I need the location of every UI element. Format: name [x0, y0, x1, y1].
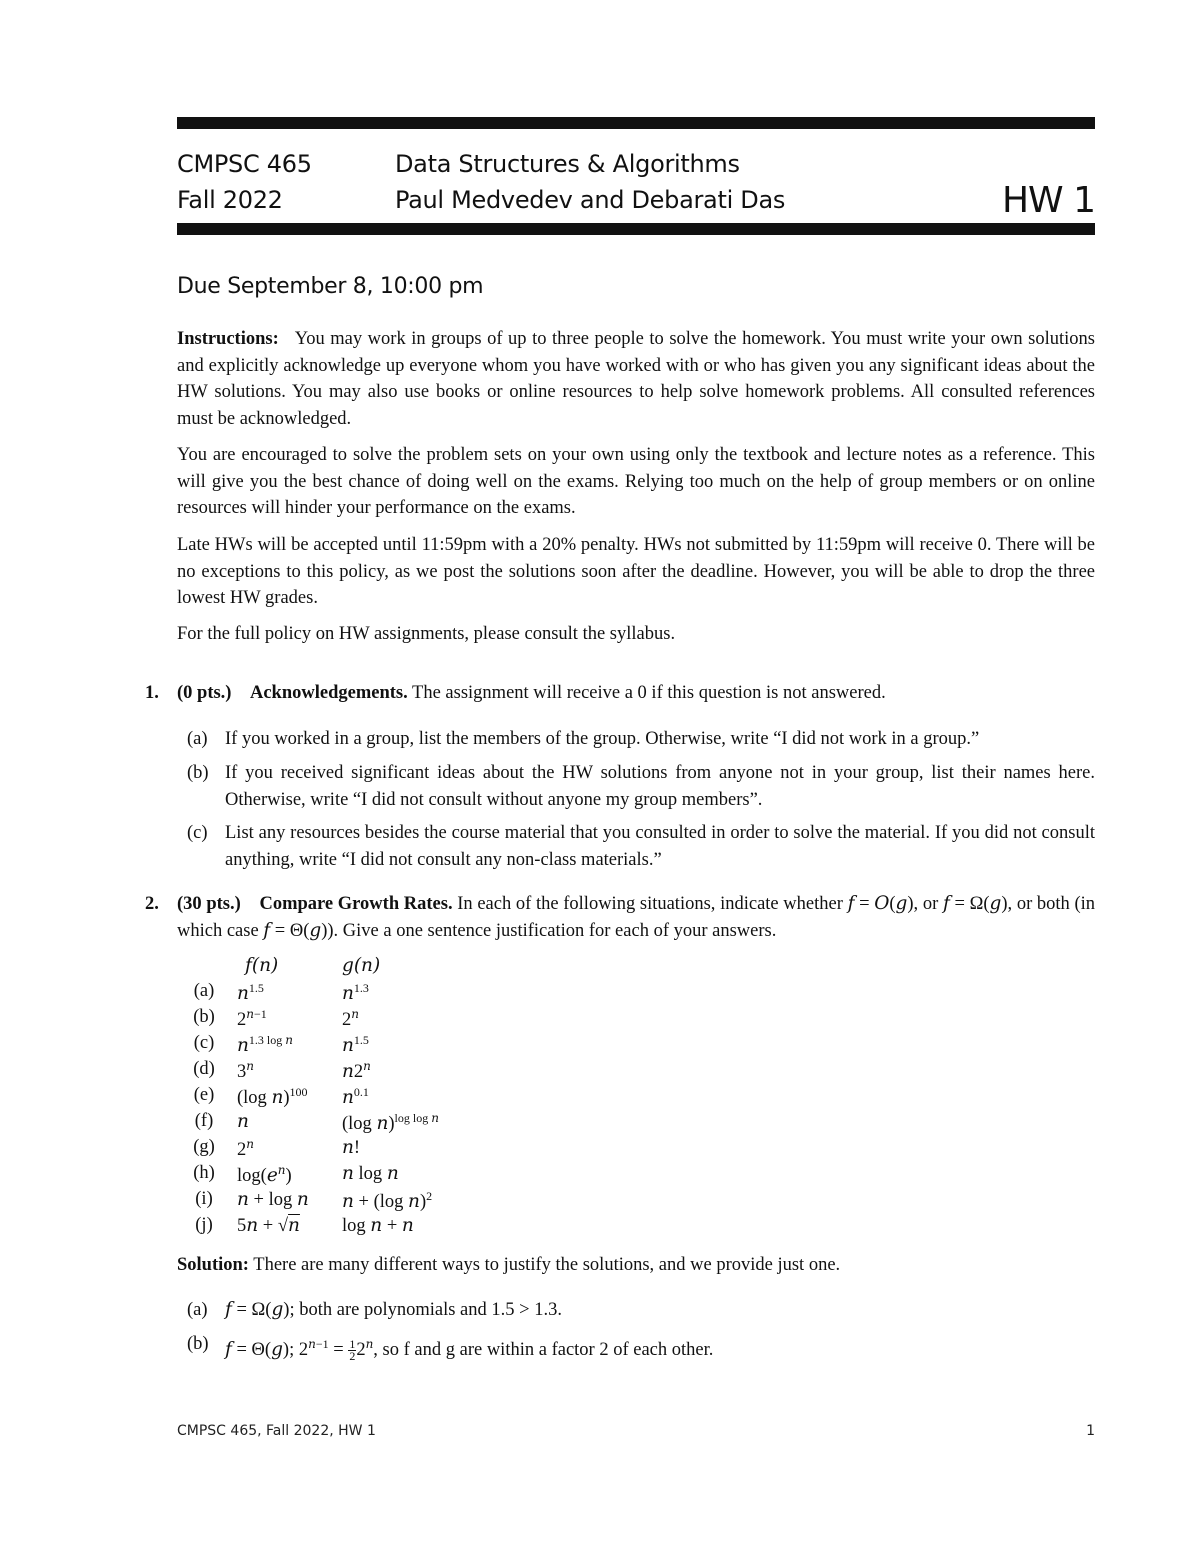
solution-text: There are many different ways to justify the solutions, and we provide just one. — [253, 1255, 841, 1275]
hw-label: HW 1 — [1001, 180, 1095, 221]
instructions-text: You may work in groups of up to three people to solve the homework. You must write your own solutions and explicitly acknowledge up everyone whom you have worked with or who has given you any significant ideas about the HW solutions. You may also use books or online resources to help solve homework problems. All consulted references must be acknowledged. — [177, 329, 1095, 429]
g-expression: n2$^n$ — [342, 1059, 371, 1083]
question-number: 1. — [145, 683, 159, 703]
row-label: (f) — [194, 1111, 214, 1131]
item-label: (a) — [187, 729, 208, 749]
row-label: (b) — [193, 1007, 215, 1027]
item-label: (a) — [187, 1300, 208, 1320]
g-expression: n! — [342, 1137, 361, 1158]
top-rule — [177, 117, 1095, 129]
question-1 — [145, 680, 1095, 707]
question-text-a: In each of the following situations, indicate whether — [457, 894, 843, 914]
solution-intro — [177, 1252, 1095, 1279]
row-label: (a) — [193, 981, 215, 1001]
item-label: (b) — [187, 1334, 209, 1354]
solution-item-b — [187, 1331, 1095, 1364]
item-text: f = Ω(g); both are polynomials and 1.5 > 1.3. — [225, 1299, 562, 1320]
item-label: (b) — [187, 763, 209, 783]
course-code: CMPSC 465 — [177, 150, 312, 178]
question-points: (0 pts.) — [177, 683, 232, 703]
question-text-c: or both (in which case — [177, 894, 1096, 941]
page-number: 1 — [1086, 1423, 1095, 1439]
q1-item-a — [187, 726, 1095, 753]
solution-label: Solution: — [177, 1255, 249, 1275]
item-text: f = Θ(g); $2^{n-1}$ = $\frac{1}{2}$ 2$^n$, so f and g are within a factor 2 of each other. — [225, 1337, 714, 1364]
question-points: (30 pts.) — [177, 894, 241, 914]
f-expression: $n^{1.3 log n}$ — [237, 1033, 293, 1057]
question-2: 2. (30 pts.) Compare Growth Rates. In each of the following situations, indicate whether f = O(g), or f = Ω(g), or both (in which case f = Θ(g)). Give a one sentence justification for each of your answers. — [145, 893, 1096, 941]
question-text: The assignment will receive a 0 if this question is not answered. — [412, 683, 886, 703]
column-header-g: g(n) — [342, 955, 381, 976]
g-expression: $n^{1.3}$ — [342, 981, 369, 1005]
solution-item-a — [187, 1297, 1095, 1324]
row-label: (h) — [193, 1163, 215, 1183]
column-header-f: f(n) — [245, 955, 279, 976]
question-text-b: or — [922, 894, 939, 914]
f-expression: 2$^n$ — [237, 1137, 254, 1161]
instructions-paragraph — [177, 326, 1095, 432]
encouragement-paragraph: You are encouraged to solve the problem sets on your own using only the textbook and lecture notes as a reference. This will give you the best chance of doing well on the exams. Relying too much on the help of group members or on online resources will hinder your performance on the exams. — [177, 445, 1095, 518]
row-label: (g) — [193, 1137, 215, 1157]
item-text: If you received significant ideas about the HW solutions from anyone not in your group, list their names here. Otherwise, write “I did not consult without anyone my group members”. — [225, 763, 1095, 810]
item-label: (c) — [187, 823, 208, 843]
row-label: (d) — [193, 1059, 215, 1079]
document-page — [145, 0, 1096, 1553]
item-text: List any resources besides the course material that you consulted in order to solve the material. If you did not consult anything, write “I did not consult any non-class materials.” — [225, 823, 1095, 870]
f-expression: 5n + √n — [237, 1215, 300, 1236]
g-expression: log n + n — [342, 1215, 414, 1236]
g-expression: n + (log n)$^2$ — [342, 1189, 433, 1213]
bottom-rule — [177, 223, 1095, 235]
f-expression: n + log n — [237, 1189, 309, 1210]
question-text-d: ). Give a one sentence justification for each of your answers. — [327, 920, 777, 941]
g-expression: 2$^n$ — [342, 1007, 359, 1031]
question-title: Acknowledgements. — [249, 683, 408, 703]
due-date: Due September 8, 10:00 pm — [177, 274, 484, 299]
f-expression: $\log(e^n)$ — [237, 1163, 292, 1187]
g-expression: $n^{0.1}$ — [342, 1085, 369, 1109]
row-label: (e) — [193, 1085, 215, 1105]
f-expression: 3$^n$ — [237, 1059, 254, 1083]
f-expression: $n^{1.5}$ — [237, 981, 264, 1005]
f-expression: n — [237, 1111, 249, 1132]
g-expression: (log n)$^{log log n}$ — [342, 1111, 439, 1135]
f-expression: (log n)$^{100}$ — [237, 1085, 308, 1109]
question-number: 2. — [145, 894, 159, 914]
q1-item-c — [187, 820, 1095, 873]
question-title: Compare Growth Rates. — [259, 894, 453, 914]
g-expression: $n^{1.5}$ — [342, 1033, 369, 1057]
instructions-label: Instructions: — [177, 329, 279, 349]
page-footer — [177, 1423, 1095, 1439]
f-expression: $2^{n-1}$ — [237, 1007, 267, 1031]
term: Fall 2022 — [177, 186, 283, 214]
syllabus-paragraph: For the full policy on HW assignments, please consult the syllabus. — [177, 624, 676, 644]
instructors: Paul Medvedev and Debarati Das — [395, 186, 786, 214]
footer-text: CMPSC 465, Fall 2022, HW 1 — [177, 1423, 376, 1439]
row-label: (j) — [195, 1215, 213, 1235]
g-expression: n log n — [342, 1163, 399, 1184]
q1-item-b — [187, 760, 1095, 813]
row-label: (c) — [193, 1033, 215, 1053]
row-label: (i) — [195, 1189, 213, 1209]
course-title: Data Structures & Algorithms — [395, 150, 740, 178]
late-policy-paragraph: Late HWs will be accepted until 11:59pm with a 20% penalty. HWs not submitted by 11:59pm will receive 0. There will be no exceptions to this policy, as we post the solutions soon after the deadline. However, you will be able to drop the three lowest HW grades. — [177, 535, 1095, 608]
item-text: If you worked in a group, list the members of the group. Otherwise, write “I did not work in a group.” — [225, 729, 980, 749]
